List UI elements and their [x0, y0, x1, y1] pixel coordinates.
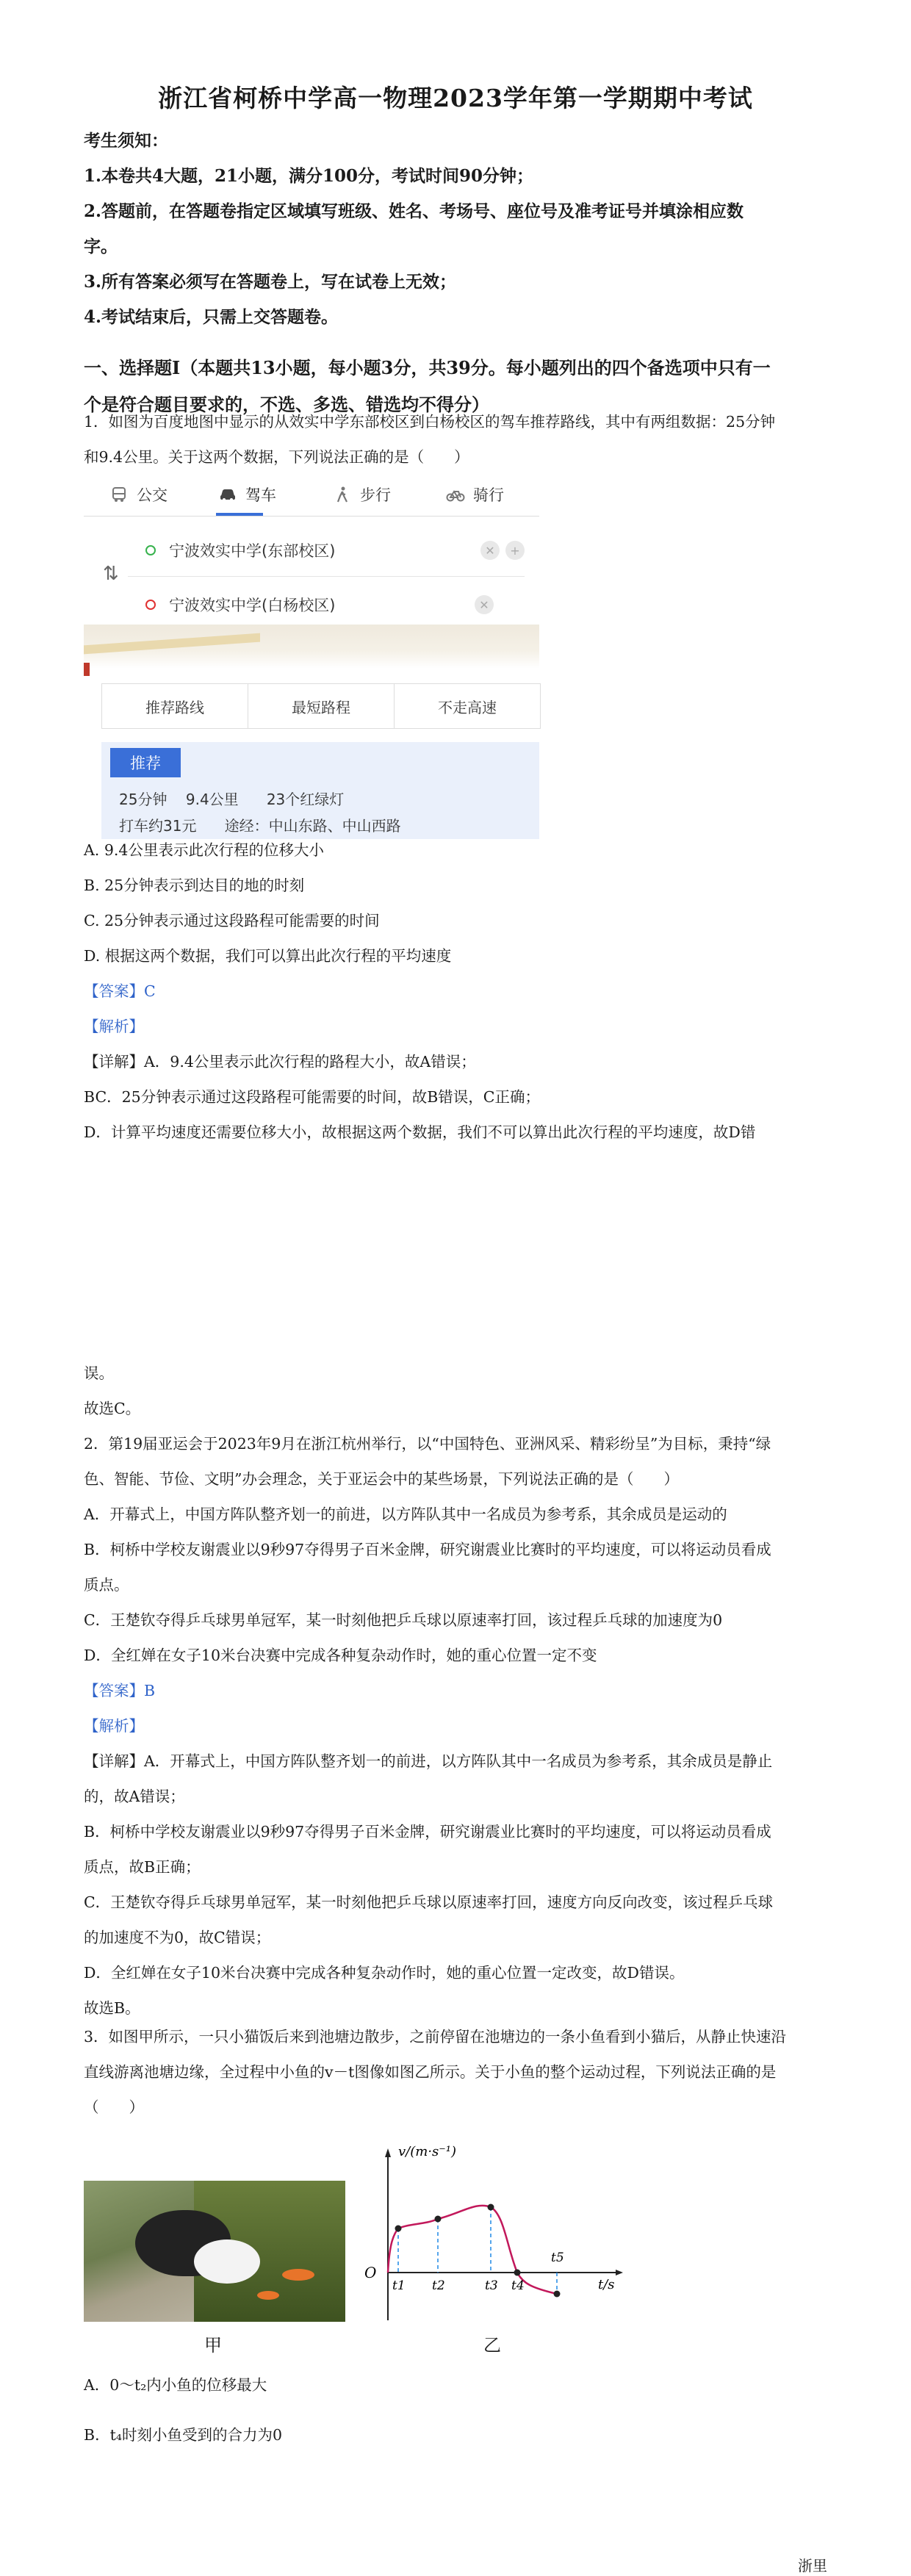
stem-line: 1．如图为百度地图中显示的从效实中学东部校区到白杨校区的驾车推荐路线，其中有两组数据：25分钟 — [84, 413, 776, 431]
q3-stem — [84, 2019, 826, 2125]
detail-line: D．全红婵在女子10米台决赛中完成各种复杂动作时，她的重心位置一定改变，故D错误。 — [84, 1964, 685, 1982]
destination-field — [128, 579, 525, 630]
option-no-highway: 不走高速 — [438, 698, 497, 716]
q1-stem — [84, 404, 826, 475]
tab-label: 骑行 — [473, 486, 504, 504]
route-detail: 打车约31元 途经：中山东路、中山西路 — [119, 817, 401, 835]
detail-line: 故选B。 — [84, 1999, 140, 2017]
detail-line: 质点，故B正确； — [84, 1858, 201, 1876]
y-axis-label: v/(m·s⁻¹) — [398, 2144, 457, 2159]
choice-b: B．t₄时刻小鱼受到的合力为0 — [84, 2426, 283, 2444]
tab-bus — [110, 483, 168, 506]
recommend-tag: 推荐 — [110, 748, 181, 777]
bicycle-icon — [447, 486, 464, 503]
q1-detail-tail — [84, 1356, 826, 1426]
tick-t1: t1 — [392, 2278, 406, 2293]
section-line: 一、选择题Ⅰ（本题共13小题，每小题3分，共39分。每小题列出的四个备选项中只有一 — [84, 357, 771, 378]
footer-watermark: 浙里 — [798, 2557, 827, 2575]
transport-tabs — [84, 470, 539, 517]
answer: 【答案】B — [84, 1682, 156, 1699]
note-line: 1.本卷共4大题，21小题，满分100分，考试时间90分钟； — [84, 166, 534, 186]
note-line: 3.所有答案必须写在答题卷上，写在试卷上无效； — [84, 272, 457, 292]
detail-line: 【详解】A．9.4公里表示此次行程的路程大小，故A错误； — [84, 1053, 476, 1071]
stem-line: 色、智能、节俭、文明”办会理念，关于亚运会中的某些场景，下列说法正确的是（ ） — [84, 1470, 679, 1488]
origin-text: 宁波效实中学(东部校区) — [169, 542, 336, 560]
q1-choices — [84, 832, 826, 1150]
tab-walk — [334, 483, 391, 506]
point-t2 — [435, 2216, 442, 2223]
detail-line: 的加速度不为0，故C错误； — [84, 1929, 271, 1946]
swap-icon: ⇅ — [103, 563, 119, 585]
answer: 【答案】C — [84, 982, 156, 1000]
tick-t3: t3 — [485, 2278, 498, 2293]
stem-line: 直线游离池塘边缘，全过程中小鱼的v－t图像如图乙所示。关于小鱼的整个运动过程，下列说法正确的是 — [84, 2063, 777, 2081]
destination-dot-icon — [145, 600, 156, 610]
q2-block — [84, 1426, 826, 2026]
cat-patch — [194, 2239, 260, 2284]
note-line: 4.考试结束后，只需上交答题卷。 — [84, 307, 339, 327]
point-t1 — [395, 2226, 402, 2232]
origin-dot-icon — [145, 545, 156, 555]
detail-line: 【详解】A．开幕式上，中国方阵队整齐划一的前进，以方阵队其中一名成员为参考系，其余成员是静止 — [84, 1752, 773, 1770]
tab-label: 驾车 — [245, 486, 276, 504]
stem-line: （ ） — [84, 2098, 144, 2116]
section-line: 个是符合题目要求的，不选、多选、错选均不得分） — [84, 394, 489, 415]
point-t4 — [514, 2270, 521, 2276]
route-inputs — [128, 519, 539, 627]
origin-field — [128, 525, 525, 577]
detail-line: 故选C。 — [84, 1400, 141, 1417]
bus-icon — [110, 486, 128, 503]
cat-fish-photo — [84, 2181, 345, 2322]
analysis-label: 【解析】 — [84, 1717, 144, 1735]
choice-c: C. 25分钟表示通过这段路程可能需要的时间 — [84, 912, 380, 929]
choice-a: A．开幕式上，中国方阵队整齐划一的前进，以方阵队其中一名成员为参考系，其余成员是运动的 — [84, 1505, 727, 1523]
vt-graph — [366, 2137, 630, 2328]
baidu-map-screenshot — [84, 470, 539, 835]
choice-c: C．王楚钦夺得乒乓球男单冠军，某一时刻他把乒乓球以原速率打回，该过程乒乓球的加速度为0 — [84, 1611, 723, 1629]
choice-b-cont: 质点。 — [84, 1576, 129, 1594]
map-road — [84, 633, 260, 655]
tab-label: 步行 — [360, 486, 391, 504]
active-tab-indicator — [216, 513, 263, 516]
note-line: 字。 — [84, 237, 118, 256]
car-icon — [219, 486, 237, 503]
choice-d: D．全红婵在女子10米台决赛中完成各种复杂动作时，她的重心位置一定不变 — [84, 1647, 597, 1664]
velocity-curve — [388, 2206, 557, 2294]
detail-line: C．王楚钦夺得乒乓球男单冠军，某一时刻他把乒乓球以原速率打回，速度方向反向改变，该过程乒乓球 — [84, 1893, 774, 1911]
q3-choices — [84, 2367, 826, 2453]
stem-line: 和9.4公里。关于这两个数据，下列说法正确的是（ ） — [84, 448, 469, 466]
fig-a-caption: 甲 — [204, 2335, 222, 2356]
route-options — [101, 683, 541, 729]
map-strip — [84, 625, 539, 669]
fish — [257, 2291, 279, 2300]
choice-a: A. 9.4公里表示此次行程的位移大小 — [84, 841, 324, 859]
destination-text: 宁波效实中学(白杨校区) — [169, 597, 336, 614]
clear-icon: ✕ — [480, 541, 500, 560]
add-icon: + — [505, 541, 525, 560]
choice-b: B．柯桥中学校友谢震业以9秒97夺得男子百米金牌，研究谢震业比赛时的平均速度，可以将运动员看成 — [84, 1541, 771, 1558]
option-shortest: 最短路程 — [248, 684, 395, 728]
fig-b-caption: 乙 — [483, 2335, 501, 2356]
detail-line: 的，故A错误； — [84, 1788, 185, 1805]
analysis-label: 【解析】 — [84, 1018, 144, 1035]
origin-label: O — [364, 2264, 377, 2281]
fish — [282, 2269, 314, 2281]
detail-line: BC．25分钟表示通过这段路程可能需要的时间，故B错误，C正确； — [84, 1088, 540, 1106]
map-marker — [84, 663, 90, 676]
recommended-route-card — [101, 742, 539, 839]
choice-a: A．0～t₂内小鱼的位移最大 — [84, 2376, 267, 2394]
choice-b: B. 25分钟表示到达目的地的时刻 — [84, 877, 305, 894]
tick-t5: t5 — [551, 2251, 564, 2265]
detail-line: B．柯桥中学校友谢震业以9秒97夺得男子百米金牌，研究谢震业比赛时的平均速度，可以将运动员看成 — [84, 1823, 771, 1841]
point-t3 — [488, 2204, 494, 2211]
stem-line: 2．第19届亚运会于2023年9月在浙江杭州举行，以“中国特色、亚洲风采、精彩纷呈”为目标，秉持“绿 — [84, 1435, 771, 1453]
detail-line: D．计算平均速度还需要位移大小，故根据这两个数据，我们不可以算出此次行程的平均速度，故D错 — [84, 1123, 756, 1141]
route-summary: 25分钟 9.4公里 23个红绿灯 — [119, 791, 345, 808]
choice-d: D. 根据这两个数据，我们可以算出此次行程的平均速度 — [84, 947, 452, 965]
tab-drive — [219, 483, 276, 506]
tab-bike — [447, 483, 504, 506]
option-recommended: 推荐路线 — [102, 684, 248, 728]
tick-t4: t4 — [511, 2278, 525, 2293]
x-axis-label: t/s — [598, 2277, 615, 2292]
tab-label: 公交 — [137, 486, 168, 504]
point-t5 — [554, 2291, 561, 2298]
clear-icon: ✕ — [475, 595, 494, 614]
exam-notes — [84, 123, 826, 335]
detail-line: 误。 — [84, 1364, 114, 1382]
walk-icon — [334, 486, 351, 503]
notes-heading: 考生须知： — [84, 131, 168, 151]
x-axis-arrow-icon — [616, 2270, 623, 2275]
y-axis-arrow-icon — [385, 2148, 391, 2157]
page-title: 浙江省柯桥中学高一物理2023学年第一学期期中考试 — [158, 84, 753, 112]
tick-t2: t2 — [432, 2278, 445, 2293]
stem-line: 3．如图甲所示，一只小猫饭后来到池塘边散步，之前停留在池塘边的一条小鱼看到小猫后，从静止快速沿 — [84, 2028, 787, 2046]
note-line: 2.答题前，在答题卷指定区域填写班级、姓名、考场号、座位号及准考证号并填涂相应数 — [84, 201, 744, 221]
